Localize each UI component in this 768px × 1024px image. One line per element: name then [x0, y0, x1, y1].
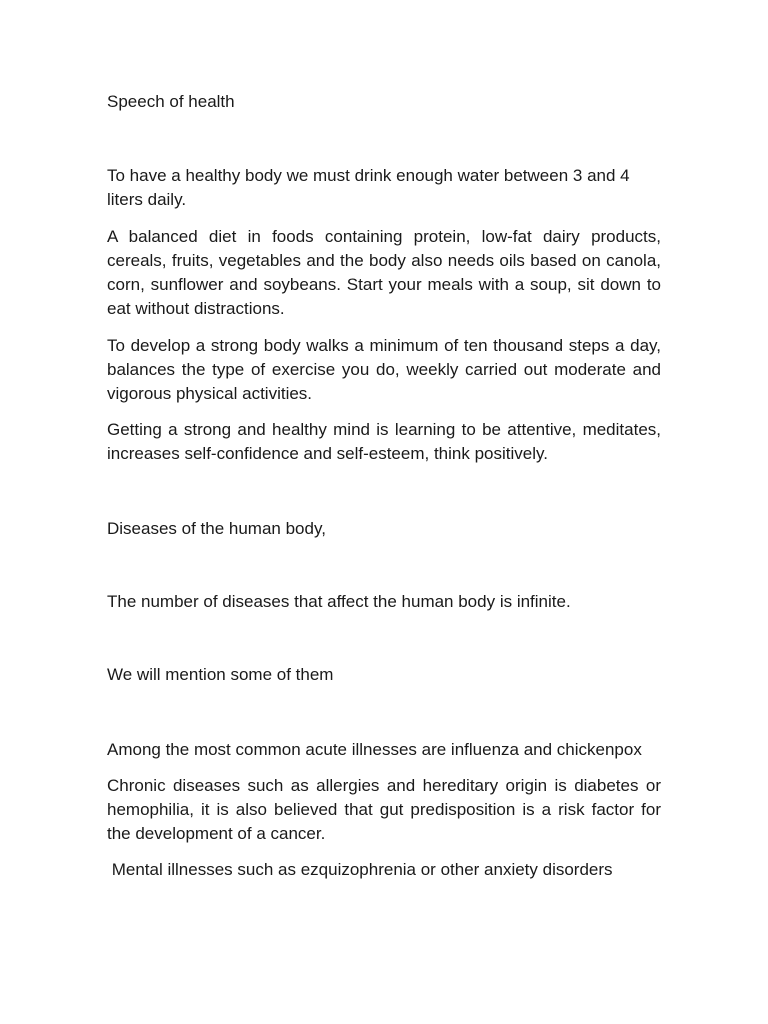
paragraph-mention: We will mention some of them — [107, 665, 334, 684]
document-title: Speech of health — [107, 92, 235, 111]
paragraph-mental-illnesses: Mental illnesses such as ezquizophrenia or other anxiety disorders — [107, 860, 613, 879]
paragraph-diseases-intro: The number of diseases that affect the human body is infinite. — [107, 592, 571, 611]
paragraph-chronic-diseases: Chronic diseases such as allergies and hereditary origin is diabetes or hemophilia, it is also believed that gut predisposition is a risk factor for the development of a cancer. — [107, 776, 661, 843]
paragraph-exercise: To develop a strong body walks a minimum of ten thousand steps a day, balances the type of exercise you do, weekly carried out moderate and vigorous physical activities. — [107, 336, 661, 403]
paragraph-acute-illnesses: Among the most common acute illnesses are influenza and chickenpox — [107, 740, 642, 759]
paragraph-water: To have a healthy body we must drink enough water between 3 and 4 liters daily. — [107, 166, 630, 209]
paragraph-diet: A balanced diet in foods containing protein, low-fat dairy products, cereals, fruits, vegetables and the body also needs oils based on canola, corn, sunflower and soybeans. Start your meals with a soup, sit down to eat without distractions. — [107, 227, 661, 318]
section-heading-diseases: Diseases of the human body, — [107, 519, 326, 538]
paragraph-mind: Getting a strong and healthy mind is learning to be attentive, meditates, increases self-confidence and self-esteem, think positively. — [107, 420, 661, 463]
